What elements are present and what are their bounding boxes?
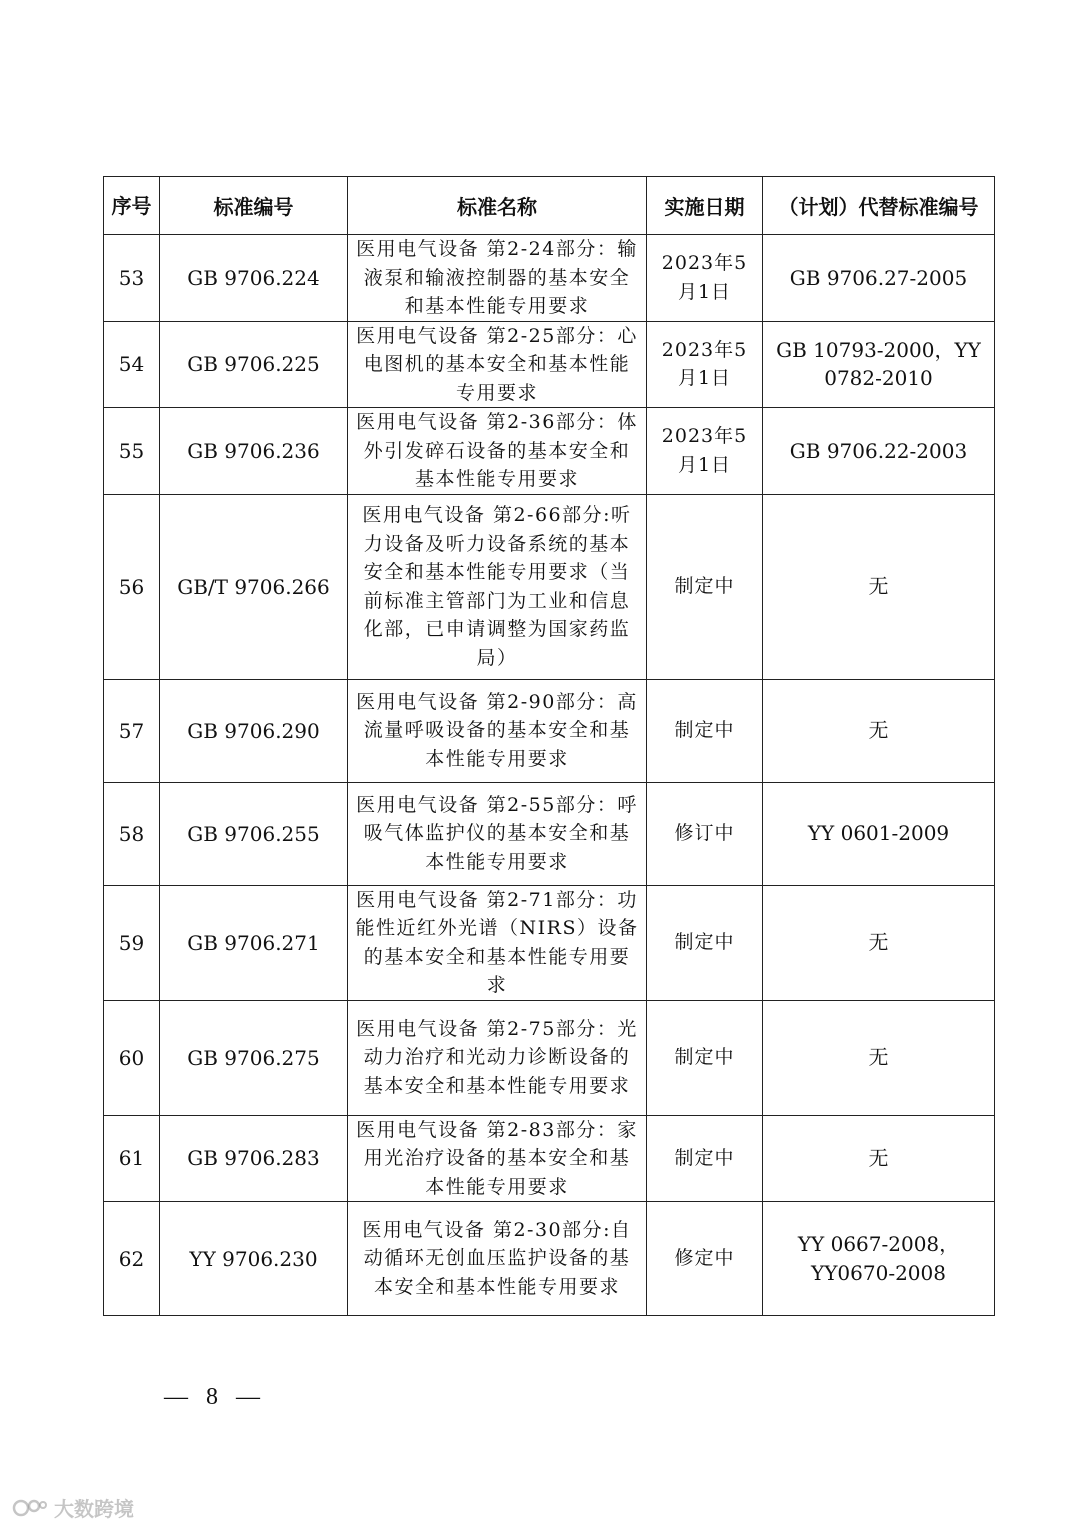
row-replace: 无 [763,494,995,679]
table-row [104,1202,995,1316]
row-code: GB 9706.275 [160,1000,348,1115]
row-no: 58 [104,782,160,885]
row-date: 2023年5月1日 [647,321,763,408]
row-replace: 无 [763,885,995,1000]
row-date: 制定中 [647,494,763,679]
table-row [104,321,995,408]
row-date: 修定中 [647,1202,763,1316]
table-row [104,782,995,885]
watermark-logo-icon [12,1497,48,1519]
row-replace: GB 9706.22-2003 [763,408,995,495]
page-number: — 8 — [164,1384,266,1410]
row-no: 57 [104,679,160,782]
header-name: 标准名称 [348,177,647,235]
row-code: GB/T 9706.266 [160,494,348,679]
row-code: GB 9706.290 [160,679,348,782]
row-no: 53 [104,235,160,322]
watermark-text: 大数跨境 [54,1497,134,1521]
row-date: 制定中 [647,679,763,782]
row-name: 医用电气设备 第2-71部分：功能性近红外光谱（NIRS）设备的基本安全和基本性能专用要求 [348,885,647,1000]
table-row [104,1115,995,1202]
row-code: GB 9706.271 [160,885,348,1000]
row-replace: 无 [763,1115,995,1202]
row-code: GB 9706.255 [160,782,348,885]
row-name: 医用电气设备 第2-83部分：家用光治疗设备的基本安全和基本性能专用要求 [348,1115,647,1202]
row-name: 医用电气设备 第2-30部分:自动循环无创血压监护设备的基本安全和基本性能专用要求 [348,1202,647,1316]
row-name: 医用电气设备 第2-75部分：光动力治疗和光动力诊断设备的基本安全和基本性能专用要求 [348,1000,647,1115]
header-date: 实施日期 [647,177,763,235]
row-date: 制定中 [647,885,763,1000]
header-replace: （计划）代替标准编号 [763,177,995,235]
row-no: 56 [104,494,160,679]
row-name: 医用电气设备 第2-55部分：呼吸气体监护仪的基本安全和基本性能专用要求 [348,782,647,885]
table-row [104,679,995,782]
row-no: 54 [104,321,160,408]
table-row [104,408,995,495]
row-no: 61 [104,1115,160,1202]
row-no: 62 [104,1202,160,1316]
row-name: 医用电气设备 第2-90部分：高流量呼吸设备的基本安全和基本性能专用要求 [348,679,647,782]
row-replace: 无 [763,1000,995,1115]
row-replace: YY 0667-2008，YY0670-2008 [763,1202,995,1316]
table-row [104,1000,995,1115]
row-date: 2023年5月1日 [647,408,763,495]
row-name: 医用电气设备 第2-24部分：输液泵和输液控制器的基本安全和基本性能专用要求 [348,235,647,322]
row-code: GB 9706.225 [160,321,348,408]
row-date: 制定中 [647,1000,763,1115]
row-replace: GB 10793-2000，YY 0782-2010 [763,321,995,408]
row-date: 2023年5月1日 [647,235,763,322]
table-row [104,885,995,1000]
row-code: GB 9706.236 [160,408,348,495]
row-name: 医用电气设备 第2-36部分：体外引发碎石设备的基本安全和基本性能专用要求 [348,408,647,495]
table-row [104,494,995,679]
standards-table [103,176,995,1316]
row-name: 医用电气设备 第2-25部分：心电图机的基本安全和基本性能专用要求 [348,321,647,408]
row-date: 修订中 [647,782,763,885]
row-replace: YY 0601-2009 [763,782,995,885]
row-name: 医用电气设备 第2-66部分:听力设备及听力设备系统的基本安全和基本性能专用要求（当前标准主管部门为工业和信息化部，已申请调整为国家药监局） [348,494,647,679]
row-no: 59 [104,885,160,1000]
header-no: 序号 [104,177,160,235]
row-code: GB 9706.283 [160,1115,348,1202]
row-replace: 无 [763,679,995,782]
row-code: YY 9706.230 [160,1202,348,1316]
row-no: 55 [104,408,160,495]
row-date: 制定中 [647,1115,763,1202]
watermark [12,1493,134,1522]
row-replace: GB 9706.27-2005 [763,235,995,322]
header-code: 标准编号 [160,177,348,235]
table-row [104,235,995,322]
row-code: GB 9706.224 [160,235,348,322]
row-no: 60 [104,1000,160,1115]
table-header-row [104,177,995,235]
